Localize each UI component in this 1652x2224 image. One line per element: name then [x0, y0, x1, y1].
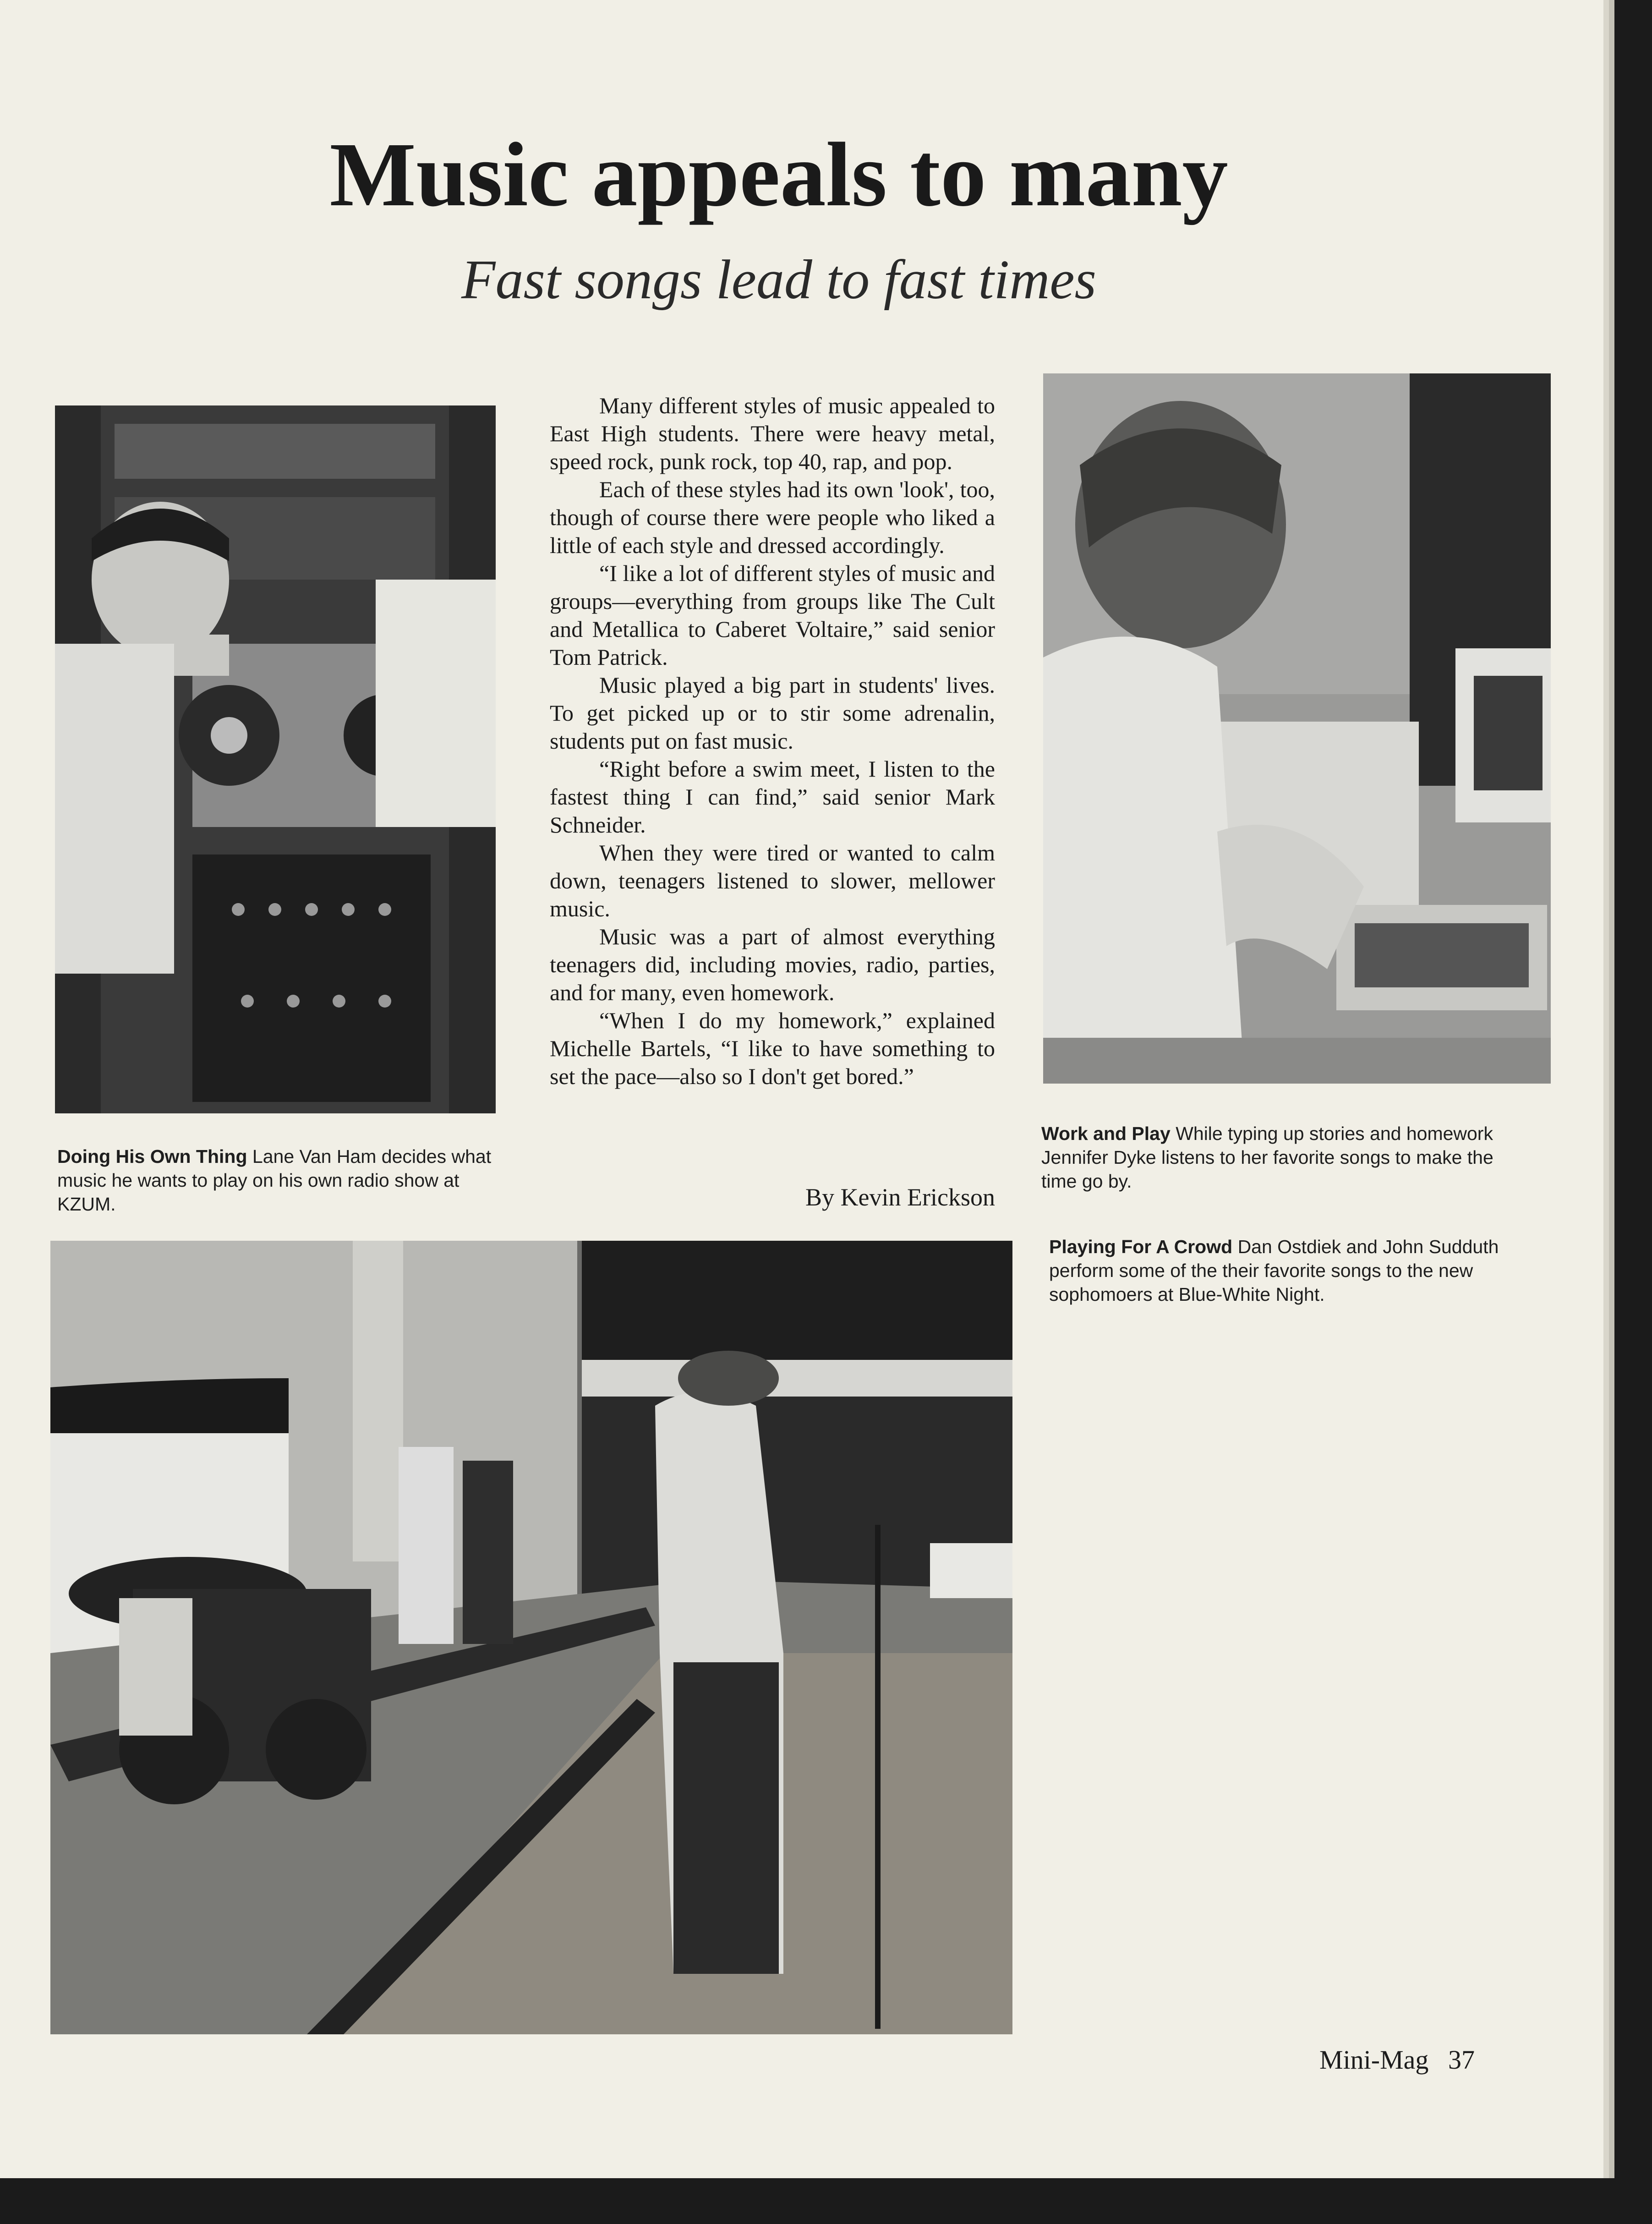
band-caption-heading: Playing For A Crowd [1049, 1236, 1233, 1257]
typing-caption-heading: Work and Play [1041, 1123, 1171, 1144]
article-paragraph: “I like a lot of different styles of music and groups—everything from groups like The Cult and Metallica to Caberet Voltaire,” said senior Tom Patrick. [550, 560, 995, 670]
article-body [550, 392, 995, 1090]
article-byline: By Kevin Erickson [805, 1183, 995, 1211]
article-paragraph: Each of these styles had its own 'look', too, though of course there were people who liked a little of each style and dressed accordingly. [550, 477, 995, 558]
article-paragraph: Music played a big part in students' lives. To get picked up or to stir some adrenalin, students put on fast music. [550, 672, 995, 754]
radio-caption-heading: Doing His Own Thing [57, 1146, 247, 1167]
band-performance-photo [50, 1241, 1012, 2034]
folio-page-number: 37 [1448, 2045, 1475, 2075]
typing-photo-caption [1041, 1122, 1504, 1193]
page-subtitle: Fast songs lead to fast times [461, 249, 1097, 311]
radio-station-photo [55, 405, 496, 1113]
article-paragraph: Music was a part of almost everything teenagers did, including movies, radio, parties, and for many, even homework. [550, 924, 995, 1005]
folio-section: Mini-Mag [1319, 2045, 1429, 2075]
article-paragraph: When they were tired or wanted to calm down, teenagers listened to slower, mellower music. [550, 840, 995, 921]
page-folio [1319, 2044, 1475, 2075]
article-paragraph: Many different styles of music appealed to East High students. There were heavy metal, speed rock, punk rock, top 40, rap, and pop. [550, 393, 995, 474]
article-paragraph: “When I do my homework,” explained Michelle Bartels, “I like to have something to set the pace—also so I don't get bored.” [550, 1008, 995, 1089]
radio-photo-caption [57, 1145, 515, 1216]
page-title: Music appeals to many [329, 124, 1228, 225]
radio-caption-text: Lane Van Ham decides what music he wants to play on his own radio show at KZUM. [57, 1146, 492, 1215]
article-paragraph: “Right before a swim meet, I listen to the fastest thing I can find,” said senior Mark Schneider. [550, 756, 995, 838]
band-caption-text: Dan Ostdiek and John Sudduth perform some of the their favorite songs to the new sophomoers at Blue-White Night. [1049, 1236, 1499, 1305]
band-photo-caption [1049, 1235, 1512, 1306]
typing-caption-text: While typing up stories and homework Jennifer Dyke listens to her favorite songs to make the time go by. [1041, 1123, 1493, 1192]
typing-student-photo [1043, 373, 1551, 1084]
